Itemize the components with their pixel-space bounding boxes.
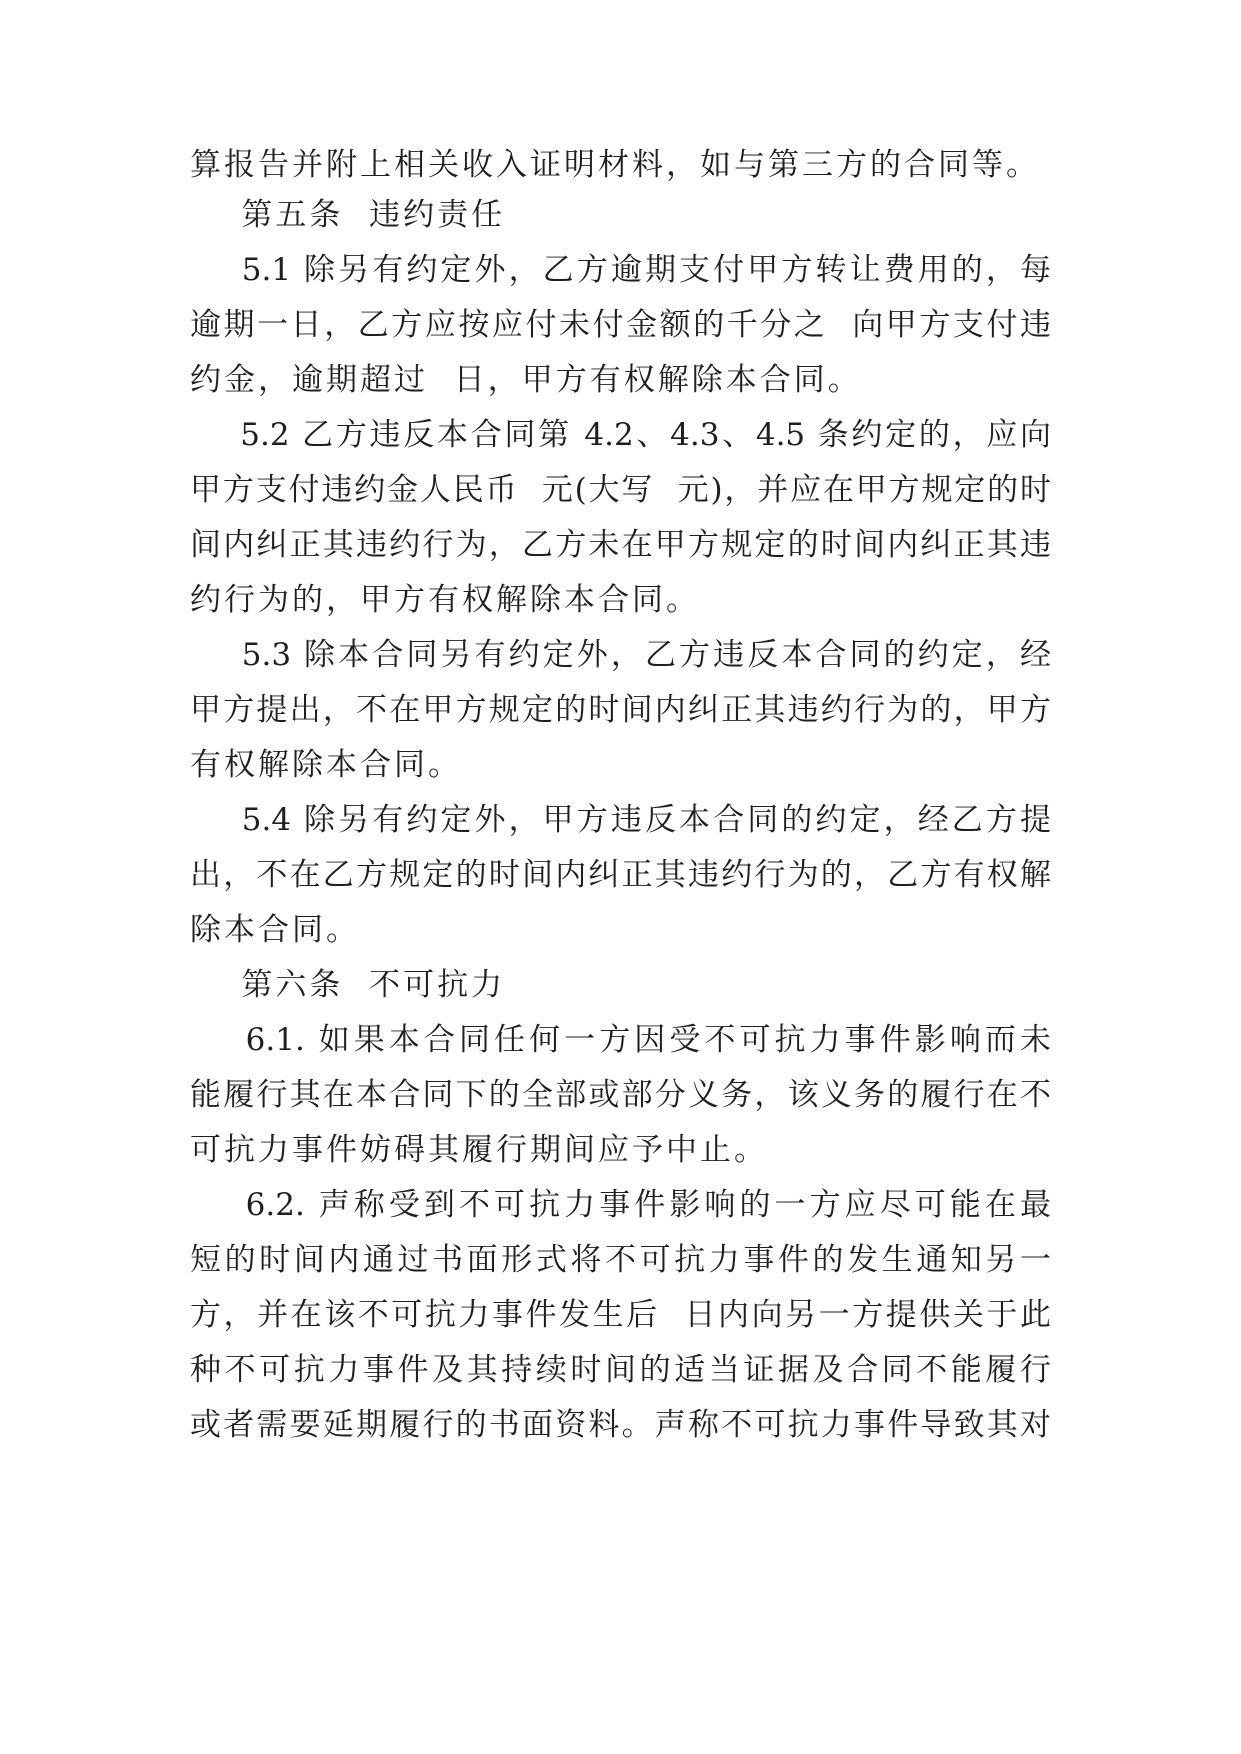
text-line: 甲方提出，不在甲方规定的时间内纠正其违约行为的，甲方 — [190, 692, 1051, 728]
text-line: 约金，逾期超过 日，甲方有权解除本合同。 — [190, 362, 862, 398]
text-line: 6.2. 声称受到不可抗力事件影响的一方应尽可能在最 — [190, 1187, 1051, 1223]
text-line: 算报告并附上相关收入证明材料，如与第三方的合同等。 — [190, 147, 1040, 183]
text-line: 有权解除本合同。 — [190, 747, 462, 783]
text-line: 种不可抗力事件及其持续时间的适当证据及合同不能履行 — [190, 1352, 1051, 1388]
text-line: 短的时间内通过书面形式将不可抗力事件的发生通知另一 — [190, 1242, 1051, 1278]
text-line: 间内纠正其违约行为，乙方未在甲方规定的时间内纠正其违 — [190, 527, 1051, 563]
text-line: 能履行其在本合同下的全部或部分义务，该义务的履行在不 — [190, 1077, 1051, 1113]
text-line: 出，不在乙方规定的时间内纠正其违约行为的，乙方有权解 — [190, 857, 1051, 893]
section-heading: 第五条 违约责任 — [190, 197, 506, 233]
text-line: 方，并在该不可抗力事件发生后 日内向另一方提供关于此 — [190, 1297, 1051, 1333]
text-line: 约行为的，甲方有权解除本合同。 — [190, 582, 700, 618]
text-line: 甲方支付违约金人民币 元(大写 元)，并应在甲方规定的时 — [190, 472, 1051, 508]
text-line: 或者需要延期履行的书面资料。声称不可抗力事件导致其对 — [190, 1407, 1051, 1443]
text-line: 5.3 除本合同另有约定外，乙方违反本合同的约定，经 — [190, 637, 1051, 673]
text-line: 6.1. 如果本合同任何一方因受不可抗力事件影响而未 — [190, 1022, 1051, 1058]
section-heading: 第六条 不可抗力 — [190, 967, 506, 1003]
text-line: 5.2 乙方违反本合同第 4.2、4.3、4.5 条约定的，应向 — [190, 417, 1051, 453]
text-line: 5.4 除另有约定外，甲方违反本合同的约定，经乙方提 — [190, 802, 1051, 838]
text-line: 可抗力事件妨碍其履行期间应予中止。 — [190, 1132, 768, 1168]
text-line: 5.1 除另有约定外，乙方逾期支付甲方转让费用的，每 — [190, 252, 1051, 288]
text-line: 除本合同。 — [190, 912, 360, 948]
text-line: 逾期一日，乙方应按应付未付金额的千分之 向甲方支付违 — [190, 307, 1051, 343]
